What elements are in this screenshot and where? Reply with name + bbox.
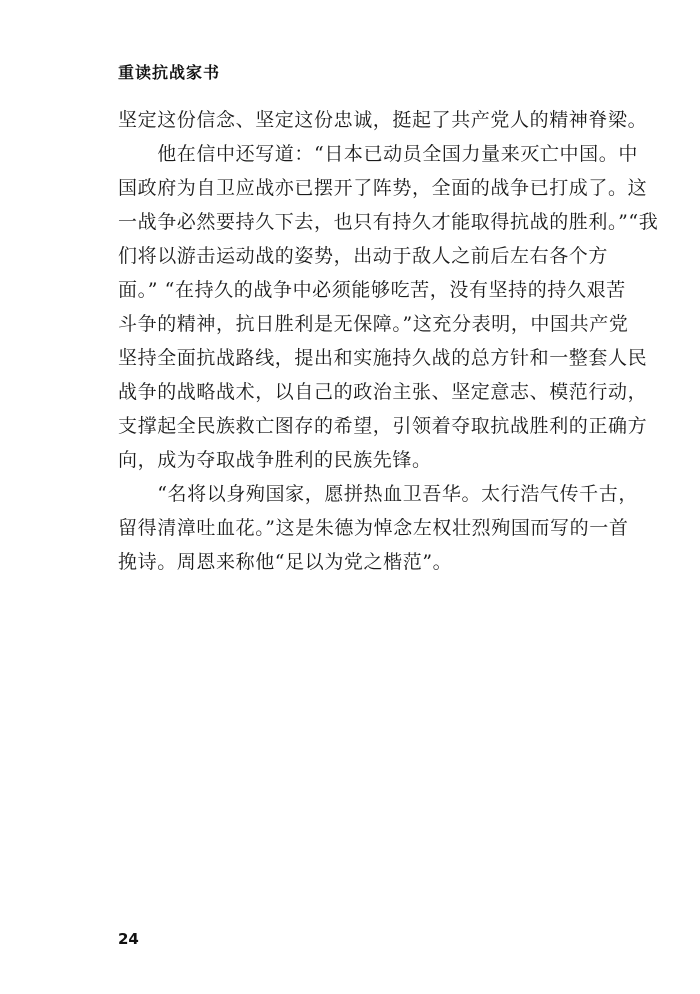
text-line: “名将以身殉国家，愿拼热血卫吾华。太行浩气传千古， — [118, 483, 638, 505]
text-line: 留得清漳吐血花。”这是朱德为悼念左权壮烈殉国而写的一首 — [118, 517, 629, 539]
body-text — [118, 103, 659, 579]
text-line: 一战争必然要持久下去，也只有持久才能取得抗战的胜利。”“我 — [118, 211, 659, 233]
text-line: 坚定这份信念、坚定这份忠诚，挺起了共产党人的精神脊梁。 — [118, 109, 648, 131]
text-line: 们将以游击运动战的姿势，出动于敌人之前后左右各个方 — [118, 245, 609, 267]
text-line: 向，成为夺取战争胜利的民族先锋。 — [118, 449, 432, 471]
running-header: 重读抗战家书 — [118, 63, 221, 82]
text-line: 他在信中还写道：“日本已动员全国力量来灭亡中国。中 — [118, 143, 638, 165]
text-line: 挽诗。周恩来称他“足以为党之楷范”。 — [118, 551, 453, 573]
text-line: 斗争的精神，抗日胜利是无保障。”这充分表明，中国共产党 — [118, 313, 629, 335]
text-line: 支撑起全民族救亡图存的希望，引领着夺取抗战胜利的正确方 — [118, 415, 648, 437]
page-number: 24 — [118, 930, 139, 948]
text-line: 国政府为自卫应战亦已摆开了阵势，全面的战争已打成了。这 — [118, 177, 648, 199]
text-line: 面。” “在持久的战争中必须能够吃苦，没有坚持的持久艰苦 — [118, 279, 626, 301]
text-line: 战争的战略战术，以自己的政治主张、坚定意志、模范行动， — [118, 381, 648, 403]
text-line: 坚持全面抗战路线，提出和实施持久战的总方针和一整套人民 — [118, 347, 648, 369]
